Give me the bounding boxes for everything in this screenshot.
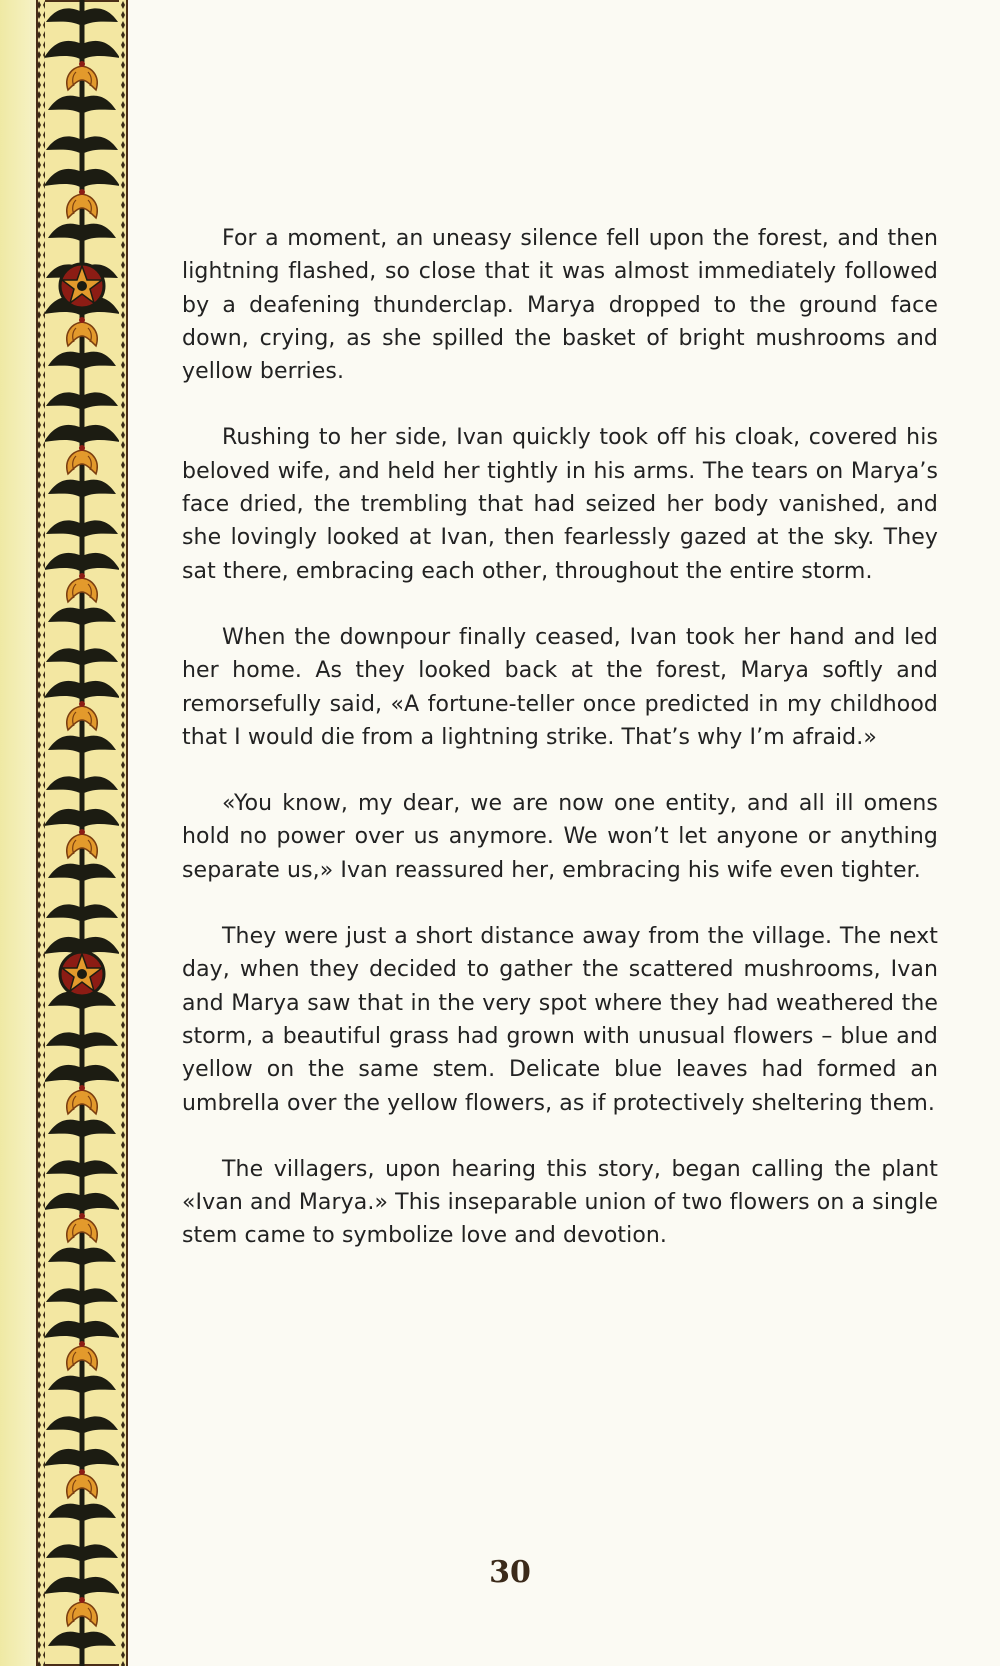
page-margin [0, 0, 38, 1666]
page-number: 30 [489, 1555, 531, 1590]
paragraph: For a moment, an uneasy silence fell upon the forest, and then lightning flashed, so close that it was almost immediately followed by a deafening thunderclap. Marya dropped to the ground face down, crying, as she spilled the basket of bright mushrooms and yellow berries. [182, 226, 938, 385]
floral-ornament-icon [36, 0, 128, 1666]
paragraph: They were just a short distance away from the village. The next day, when they decided to gather the scattered mushrooms, Ivan and Marya saw that in the very spot where they had weathered the storm, a beautiful grass had grown with unusual flowers – blue and yellow on the same stem. Delicate blue leaves had formed an umbrella over the yellow flowers, as if protectively sheltering them. [182, 924, 938, 1116]
paragraph: Rushing to her side, Ivan quickly took off his cloak, covered his beloved wife, and held her tightly in his arms. The tears on Marya’s face dried, the trembling that had seized her body vanished, and she lovingly looked at Ivan, then fearlessly gazed at the sky. They sat there, embracing each other, throughout the entire storm. [182, 425, 938, 584]
star-medallion-icon [60, 952, 104, 996]
ornamental-border [36, 0, 128, 1666]
paragraph: The villagers, upon hearing this story, began calling the plant «Ivan and Marya.» This inseparable union of two flowers on a single stem came to symbolize love and devotion. [182, 1156, 938, 1249]
paragraph: When the downpour finally ceased, Ivan took her hand and led her home. As they looked back at the forest, Marya softly and remorsefully said, «A fortune-teller once predicted in my childhood that I would die from a lightning strike. That’s why I’m afraid.» [182, 624, 938, 750]
star-medallion-icon [60, 264, 104, 308]
paragraph: «You know, my dear, we are now one entity, and all ill omens hold no power over us anymore. We won’t let anyone or anything separate us,» Ivan reassured her, embracing his wife even tighter. [182, 791, 938, 883]
page-body [182, 222, 938, 1286]
